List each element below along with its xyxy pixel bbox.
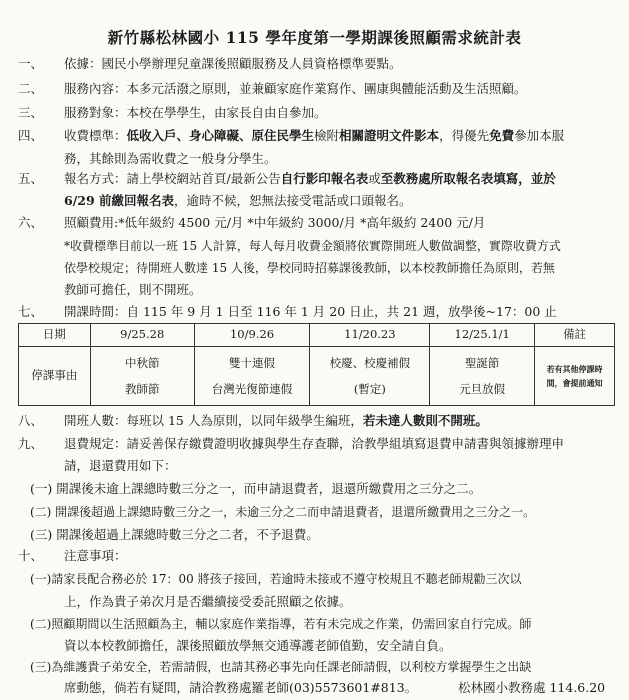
section-number: 三、 bbox=[18, 105, 44, 120]
table-row bbox=[19, 347, 615, 406]
section-7-text: 開課時間：自 115 年 9 月 1 日至 116 年 1 月 20 日止，共 21 週，放學後~17：00 止 bbox=[64, 304, 557, 319]
cell-line: 教師節 bbox=[124, 382, 160, 396]
header-cell: 10/9.26 bbox=[194, 324, 310, 347]
section-6-line-4: 教師可擔任，則不開班。 bbox=[64, 282, 202, 297]
section-9-line-1: 退費規定：請妥善保存繳費證明收據與學生存查聯，洽教學組填寫退費申請書與領據辦理申 bbox=[64, 436, 565, 451]
notice-1-line-1: (一)請家長配合務必於 17：00 將孩子接回，若逾時未接或不遵守校規且不聽老師規勸三次以 bbox=[30, 572, 522, 586]
section-4-line-1 bbox=[64, 130, 564, 143]
notice-3-line-2: 席動態，倘若有疑問，請洽教務處羅老師(03)5573601#813。 bbox=[64, 680, 418, 695]
self-print-form: 自行影印報名表 bbox=[280, 171, 369, 186]
table-cell bbox=[194, 347, 310, 406]
section-9-line-2: 請，退還費用如下： bbox=[64, 458, 177, 473]
free-text: 免費 bbox=[489, 128, 515, 143]
section-10-heading: 注意事項： bbox=[64, 548, 127, 563]
refund-rule-2: (二) 開課後超過上課總時數三分之一，未逾三分之二而申請退費者，退還所繳費用之三分之一。 bbox=[30, 505, 536, 519]
schedule-table bbox=[18, 323, 615, 406]
class-size-text: 開班人數：每班以 15 人為原則，以同年級學生編班， bbox=[64, 413, 363, 428]
cell-line: 中秋節 bbox=[124, 356, 160, 370]
table-cell bbox=[90, 347, 194, 406]
eligible-groups: 低收入戶、身心障礙、原住民學生 bbox=[126, 128, 315, 143]
section-number: 七、 bbox=[18, 304, 44, 319]
header-cell: 12/25.1/1 bbox=[430, 324, 535, 347]
join-text: 參加本服 bbox=[514, 128, 565, 143]
min-enrollment-text: 若未達人數則不開班。 bbox=[362, 413, 488, 428]
section-3-text: 服務對象：本校在學學生，由家長自由自參加。 bbox=[64, 105, 327, 120]
office-signature: 松林國小教務處 114.6.20 bbox=[458, 680, 606, 695]
section-8-text bbox=[64, 415, 488, 428]
header-cell: 11/20.23 bbox=[310, 324, 430, 347]
cell-line: 元旦放假 bbox=[459, 382, 506, 396]
section-number: 九、 bbox=[18, 436, 44, 451]
signup-text: 報名方式：請上學校網站首頁/最新公告 bbox=[64, 171, 281, 186]
section-number: 二、 bbox=[18, 81, 44, 96]
header-cell: 備註 bbox=[535, 324, 615, 347]
section-number: 六、 bbox=[18, 215, 44, 230]
refund-rule-3: (三) 開課後超過上課總時數三分之二者，不予退費。 bbox=[30, 527, 319, 542]
note-line: 間，會提前通知 bbox=[546, 378, 603, 388]
notice-2-line-2: 資以本校教師擔任，課後照顧放學無交通導護老師值勤，安全請自負。 bbox=[64, 638, 452, 653]
header-cell: 9/25.28 bbox=[90, 324, 194, 347]
or-text: 或 bbox=[368, 171, 381, 186]
section-6-line-1: 照顧費用:*低年級約 4500 元/月 *中年級約 3000/月 *高年級約 2400 元/月 bbox=[64, 215, 486, 230]
cell-line: 校慶、校慶補假 bbox=[329, 356, 411, 370]
section-5-line-1 bbox=[64, 173, 556, 186]
section-6-line-2: *收費標準目前以一班 15 人計算，每人每月收費金額將依實際開班人數做調整，實際收費方式 bbox=[64, 239, 561, 253]
section-4-line-2: 務，其餘則為需收費之一般身分學生。 bbox=[64, 151, 277, 166]
table-header-row bbox=[19, 324, 615, 347]
header-cell: 日期 bbox=[19, 324, 91, 347]
section-6-line-3: 依學校規定；待開班人數達 15 人後，學校同時招募課後教師，以本校教師擔任為原則，若無 bbox=[64, 261, 555, 275]
section-2-text: 服務內容：本多元活潑之原則，並兼顧家庭作業寫作、團康與體能活動及生活照顧。 bbox=[64, 81, 527, 96]
refund-rule-1: (一) 開課後未逾上課總時數三分之一，而申請退費者，退還所繳費用之三分之二。 bbox=[30, 481, 482, 496]
late-policy-text: ，逾時不候，恕無法接受電話或口頭報名。 bbox=[174, 193, 412, 208]
table-cell bbox=[430, 347, 535, 406]
table-cell bbox=[310, 347, 430, 406]
priority-text: ，得優先 bbox=[439, 128, 490, 143]
cell-line: (暫定) bbox=[353, 382, 386, 396]
section-number: 四、 bbox=[18, 128, 44, 143]
section-number: 八、 bbox=[18, 413, 44, 428]
notice-2-line-1: (二)照顧期間以生活照顧為主，輔以家庭作業指導，若有未完成之作業，仍需回家自行完成。師 bbox=[30, 617, 532, 631]
cell-line: 雙十連假 bbox=[229, 356, 276, 370]
note-cell bbox=[535, 347, 615, 406]
section-number: 一、 bbox=[18, 56, 44, 71]
note-line: 若有其他停課時 bbox=[546, 364, 603, 374]
cell-line: 台灣光復節連假 bbox=[211, 382, 293, 396]
notice-1-line-2: 上，作為貴子弟次月是否繼續接受委託照顧之依據。 bbox=[64, 594, 352, 609]
notice-3-line-1: (三)為維護貴子弟安全，若需請假，也請其務必事先向任課老師請假，以利校方掌握學生之出缺 bbox=[30, 660, 532, 674]
fee-label: 收費標準： bbox=[64, 128, 127, 143]
document-title: 新竹縣松林國小 115 學年度第一學期課後照顧需求統計表 bbox=[107, 28, 522, 47]
section-number: 十、 bbox=[18, 548, 44, 563]
row-label: 停課事由 bbox=[19, 347, 91, 406]
cell-line: 聖誕節 bbox=[464, 356, 500, 370]
attach-text: 檢附 bbox=[314, 128, 340, 143]
section-number: 五、 bbox=[18, 171, 44, 186]
section-1-text: 依據：國民小學辦理兒童課後照顧服務及人員資格標準要點。 bbox=[64, 56, 402, 71]
section-5-line-2 bbox=[64, 195, 412, 208]
section-1 bbox=[18, 58, 43, 71]
office-form: 至教務處所取報名表填寫，並於 bbox=[380, 171, 556, 186]
deadline-text: 6/29 前繳回報名表 bbox=[64, 193, 175, 208]
required-documents: 相關證明文件影本 bbox=[339, 128, 440, 143]
